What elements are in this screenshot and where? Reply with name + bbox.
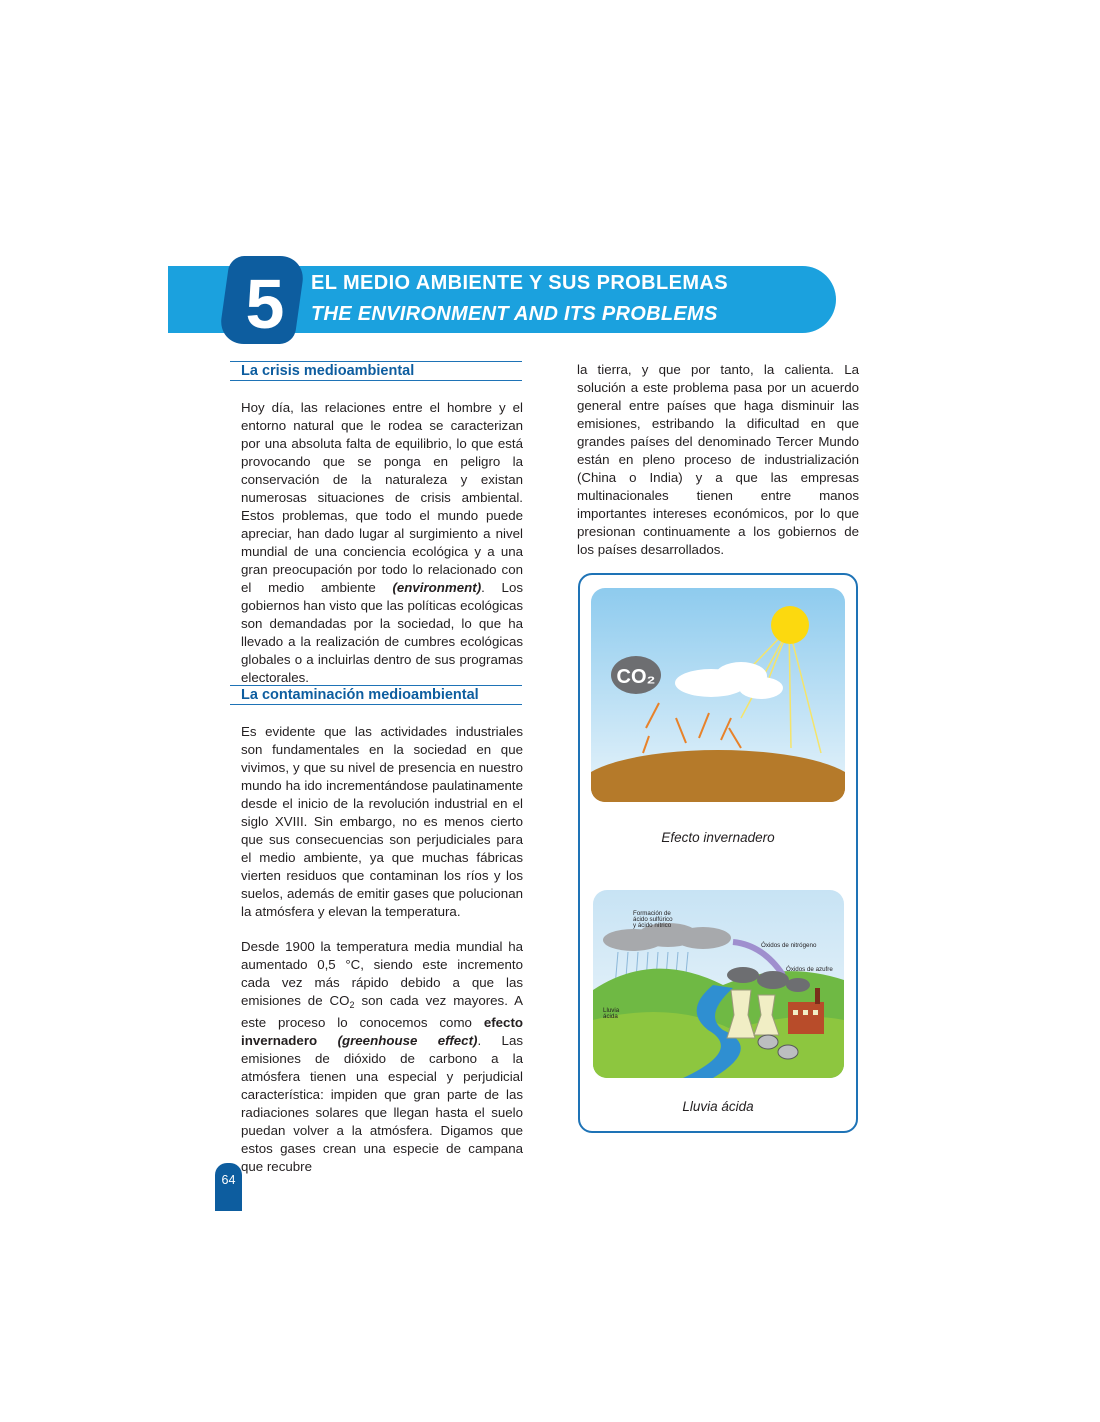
paragraph-solution: la tierra, y que por tanto, la calienta. La solución a este problema pasa por un acuerdo general entre países que haga disminuir las emisiones, estribando la dificultad en que grandes países del denominado Tercer Mundo están en pleno proceso de industrialización (China o India) y a que las empresas multinacionales tienen entre manos importantes intereses económicos, por lo que presionan continuamente a los gobiernos de los países desarrollados. <box>577 362 859 557</box>
chapter-number: 5 <box>245 265 285 343</box>
greenhouse-illustration <box>591 588 845 802</box>
svg-text:ácida: ácida <box>603 1013 618 1020</box>
paragraph-greenhouse: Desde 1900 la temperatura media mundial ha aumentado 0,5 °C, siendo este incremento cada vez más rápido debido a que las emisiones de $CO_2$ son cada vez mayores. A este proceso lo conocemos como efecto invernadero (greenhouse effect). Las emisiones de dióxido de carbono a la atmósfera tienen una especial y perjudicial característica: impiden que gran parte de las radiaciones solares que llegan hasta el suelo puedan volver a la atmósfera. Digamos que estos gases crean una especie de campana que recubre <box>241 939 523 1174</box>
page-number: 64 <box>215 1163 242 1211</box>
sun-icon <box>771 606 809 644</box>
caption-acid-rain: Lluvia ácida <box>682 1099 754 1114</box>
section-heading-crisis: La crisis medioambiental <box>230 361 522 381</box>
svg-text:Formación de: Formación de <box>633 910 671 917</box>
svg-text:Óxidos de nitrógeno: Óxidos de nitrógeno <box>761 942 817 949</box>
acid-rain-illustration <box>593 890 844 1078</box>
paragraph-industrial: Es evidente que las actividades industriales son fundamentales en la sociedad en que vivimos, y que su nivel de presencia en nuestro mundo ha ido incrementándose paulatinamente desde el inicio de la revolución industrial en el siglo XVIII. Sin embargo, no es menos cierto que sus consecuencias son perjudiciales para el medio ambiente, ya que muchas fábricas vierten residuos que contaminan los ríos y los suelos, además de emitir gases que polucionan la atmósfera y elevan la temperatura. <box>241 724 523 919</box>
caption-greenhouse: Efecto invernadero <box>661 830 775 845</box>
chapter-title-en: THE ENVIRONMENT AND ITS PROBLEMS <box>311 303 718 325</box>
section-heading-contaminacion: La contaminación medioambiental <box>230 685 522 705</box>
svg-text:CO₂: CO₂ <box>616 666 656 688</box>
svg-text:ácido sulfúrico: ácido sulfúrico <box>633 916 673 923</box>
svg-text:y ácido nítrico: y ácido nítrico <box>633 922 672 929</box>
paragraph-crisis: Hoy día, las relaciones entre el hombre y el entorno natural que le rodea se caracterizan por una absoluta falta de equilibrio, lo que está provocando que se ponga en peligro la conservación de la naturaleza y existan numerosas situaciones de crisis ambiental. Estos problemas, que todo el mundo puede apreciar, han dado lugar al surgimiento a nivel mundial de una conciencia ecológica y a una gran preocupación por todo lo relacionado con el medio ambiente (environment). Los gobiernos han visto que las políticas ecológicas son demandadas por la sociedad, lo que ha llevado a la realización de cumbres ecológicas globales o a incluirlas dentro de sus programas electorales. <box>241 400 523 685</box>
svg-text:Óxidos de azufre: Óxidos de azufre <box>786 966 833 973</box>
svg-text:Lluvia: Lluvia <box>603 1007 620 1014</box>
chapter-title-es: EL MEDIO AMBIENTE Y SUS PROBLEMAS <box>311 272 728 294</box>
